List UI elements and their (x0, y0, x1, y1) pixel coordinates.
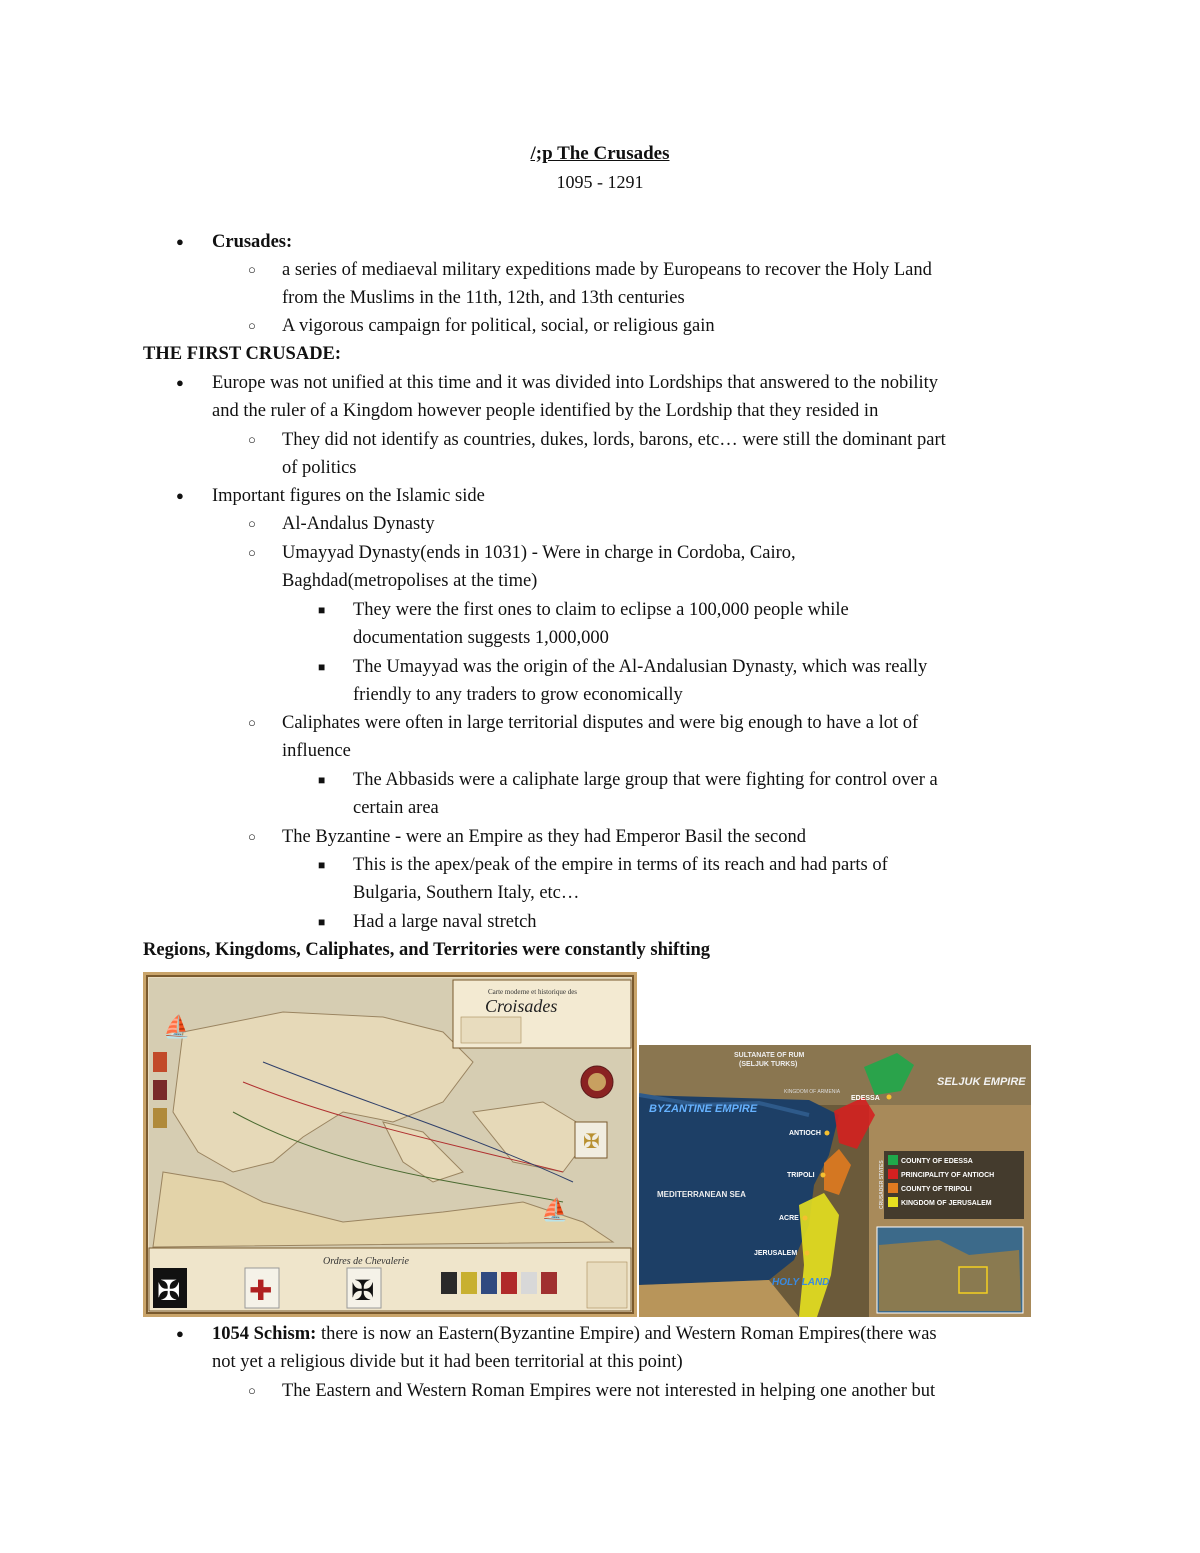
label-seljuk-turks: (SELJUK TURKS) (739, 1061, 798, 1068)
label-antioch: ANTIOCH (789, 1130, 821, 1137)
label-armenia: KINGDOM OF ARMENIA (784, 1089, 841, 1095)
teutonic-cross-icon (347, 1268, 381, 1308)
crusader-states-map (639, 1045, 1031, 1317)
list-item: The Byzantine - were an Empire as they had Emperor Basil the second (282, 827, 806, 847)
list-item-cont: Bulgaria, Southern Italy, etc… (353, 883, 580, 903)
list-item: a series of mediaeval military expeditions made by Europeans to recover the Holy Land (282, 260, 932, 280)
list-item-cont: certain area (353, 798, 439, 818)
list-item: Had a large naval stretch (353, 912, 537, 932)
list-item: The Eastern and Western Roman Empires were not interested in helping one another but (282, 1381, 936, 1401)
legend-tripoli: COUNTY OF TRIPOLI (901, 1186, 972, 1193)
svg-text:✚: ✚ (249, 1276, 273, 1307)
list-item-cont: from the Muslims in the 11th, 12th, and 13th centuries (282, 288, 685, 308)
list-item: This is the apex/peak of the empire in terms of its reach and had parts of (353, 855, 888, 875)
map1-subtitle-small: Carte moderne et historique des (488, 988, 578, 996)
list-item: Al-Andalus Dynasty (282, 514, 435, 534)
list-item-schism (212, 1320, 937, 1348)
bullet-square: ■ (318, 660, 326, 674)
legend-edessa: COUNTY OF EDESSA (901, 1158, 973, 1165)
label-crusader-states: CRUSADER STATES (879, 1160, 885, 1209)
schism-label: 1054 Schism: (212, 1324, 317, 1344)
list-item: The Abbasids were a caliphate large group that were fighting for control over a (353, 770, 938, 790)
bullet-disc: ● (176, 234, 184, 249)
svg-text:✠: ✠ (351, 1276, 375, 1307)
bullet-disc: ● (176, 1326, 184, 1341)
bullet-circle: ○ (248, 262, 256, 277)
bullet-square: ■ (318, 603, 326, 617)
list-item-cont: of politics (282, 458, 357, 478)
bullet-circle: ○ (248, 715, 256, 730)
list-item: They were the first ones to claim to eclipse a 100,000 people while (353, 600, 849, 620)
legend-swatch-edessa (888, 1155, 898, 1165)
bullet-circle: ○ (248, 516, 256, 531)
label-tripoli: TRIPOLI (787, 1172, 815, 1179)
legend-swatch-tripoli (888, 1183, 898, 1193)
schism-text: there is now an Eastern(Byzantine Empire) and Western Roman Empires(there was (316, 1324, 937, 1344)
label-jerusalem: JERUSALEM (754, 1250, 798, 1257)
svg-text:⛵: ⛵ (541, 1197, 569, 1222)
map1-title: Croisades (485, 996, 558, 1016)
bullet-circle: ○ (248, 545, 256, 560)
label-med-sea: MEDITERRANEAN SEA (657, 1190, 746, 1199)
list-item-cont: friendly to any traders to grow economically (353, 685, 683, 705)
date-range: 1095 - 1291 (556, 172, 644, 192)
label-sultanate: SULTANATE OF RUM (734, 1052, 805, 1059)
svg-text:✠: ✠ (583, 1131, 600, 1153)
list-item-crusades: Crusades: (212, 232, 293, 252)
svg-text:✠: ✠ (157, 1276, 181, 1307)
legend-jerusalem: KINGDOM OF JERUSALEM (901, 1200, 992, 1207)
bullet-disc: ● (176, 488, 184, 503)
bullet-circle: ○ (248, 318, 256, 333)
list-item-cont: not yet a religious divide but it had been territorial at this point) (212, 1352, 683, 1372)
bullet-square: ■ (318, 773, 326, 787)
section-heading: THE FIRST CRUSADE: (143, 344, 342, 364)
legend-swatch-antioch (888, 1169, 898, 1179)
templar-cross-icon (245, 1268, 279, 1308)
label-acre: ACRE (779, 1215, 799, 1222)
label-seljuk-empire: SELJUK EMPIRE (937, 1076, 1026, 1088)
list-item-cont: documentation suggests 1,000,000 (353, 628, 609, 648)
legend-antioch: PRINCIPALITY OF ANTIOCH (901, 1172, 995, 1179)
list-item: They did not identify as countries, dukes, lords, barons, etc… were still the dominant part (282, 430, 946, 450)
list-item-cont: Baghdad(metropolises at the time) (282, 571, 538, 591)
label-byzantine: BYZANTINE EMPIRE (649, 1103, 758, 1115)
page-title: /;p The Crusades (530, 143, 670, 164)
list-item-cont: and the ruler of a Kingdom however people identified by the Lordship that they resided in (212, 401, 879, 421)
list-item: Umayyad Dynasty(ends in 1031) - Were in charge in Cordoba, Cairo, (282, 543, 796, 563)
bullet-circle: ○ (248, 432, 256, 447)
bullet-disc: ● (176, 375, 184, 390)
label-edessa: EDESSA (851, 1095, 880, 1102)
list-item: The Umayyad was the origin of the Al-Andalusian Dynasty, which was really (353, 657, 928, 677)
list-item: Europe was not unified at this time and it was divided into Lordships that answered to the nobility (212, 373, 938, 393)
list-item-cont: influence (282, 741, 351, 761)
label-holy-land: HOLY LAND (772, 1277, 830, 1288)
bullet-circle: ○ (248, 1383, 256, 1398)
list-item: Caliphates were often in large territorial disputes and were big enough to have a lot of (282, 713, 919, 733)
list-item: A vigorous campaign for political, social, or religious gain (282, 316, 715, 336)
legend-swatch-jerusalem (888, 1197, 898, 1207)
bullet-circle: ○ (248, 829, 256, 844)
bullet-square: ■ (318, 915, 326, 929)
list-item: Important figures on the Islamic side (212, 486, 485, 506)
section-heading: Regions, Kingdoms, Caliphates, and Territories were constantly shifting (143, 940, 711, 960)
map1-orders-title: Ordres de Chevalerie (323, 1256, 409, 1267)
bullet-square: ■ (318, 858, 326, 872)
svg-text:⛵: ⛵ (163, 1014, 191, 1039)
crusades-historical-map (143, 972, 637, 1317)
maltese-cross-icon (153, 1268, 187, 1308)
